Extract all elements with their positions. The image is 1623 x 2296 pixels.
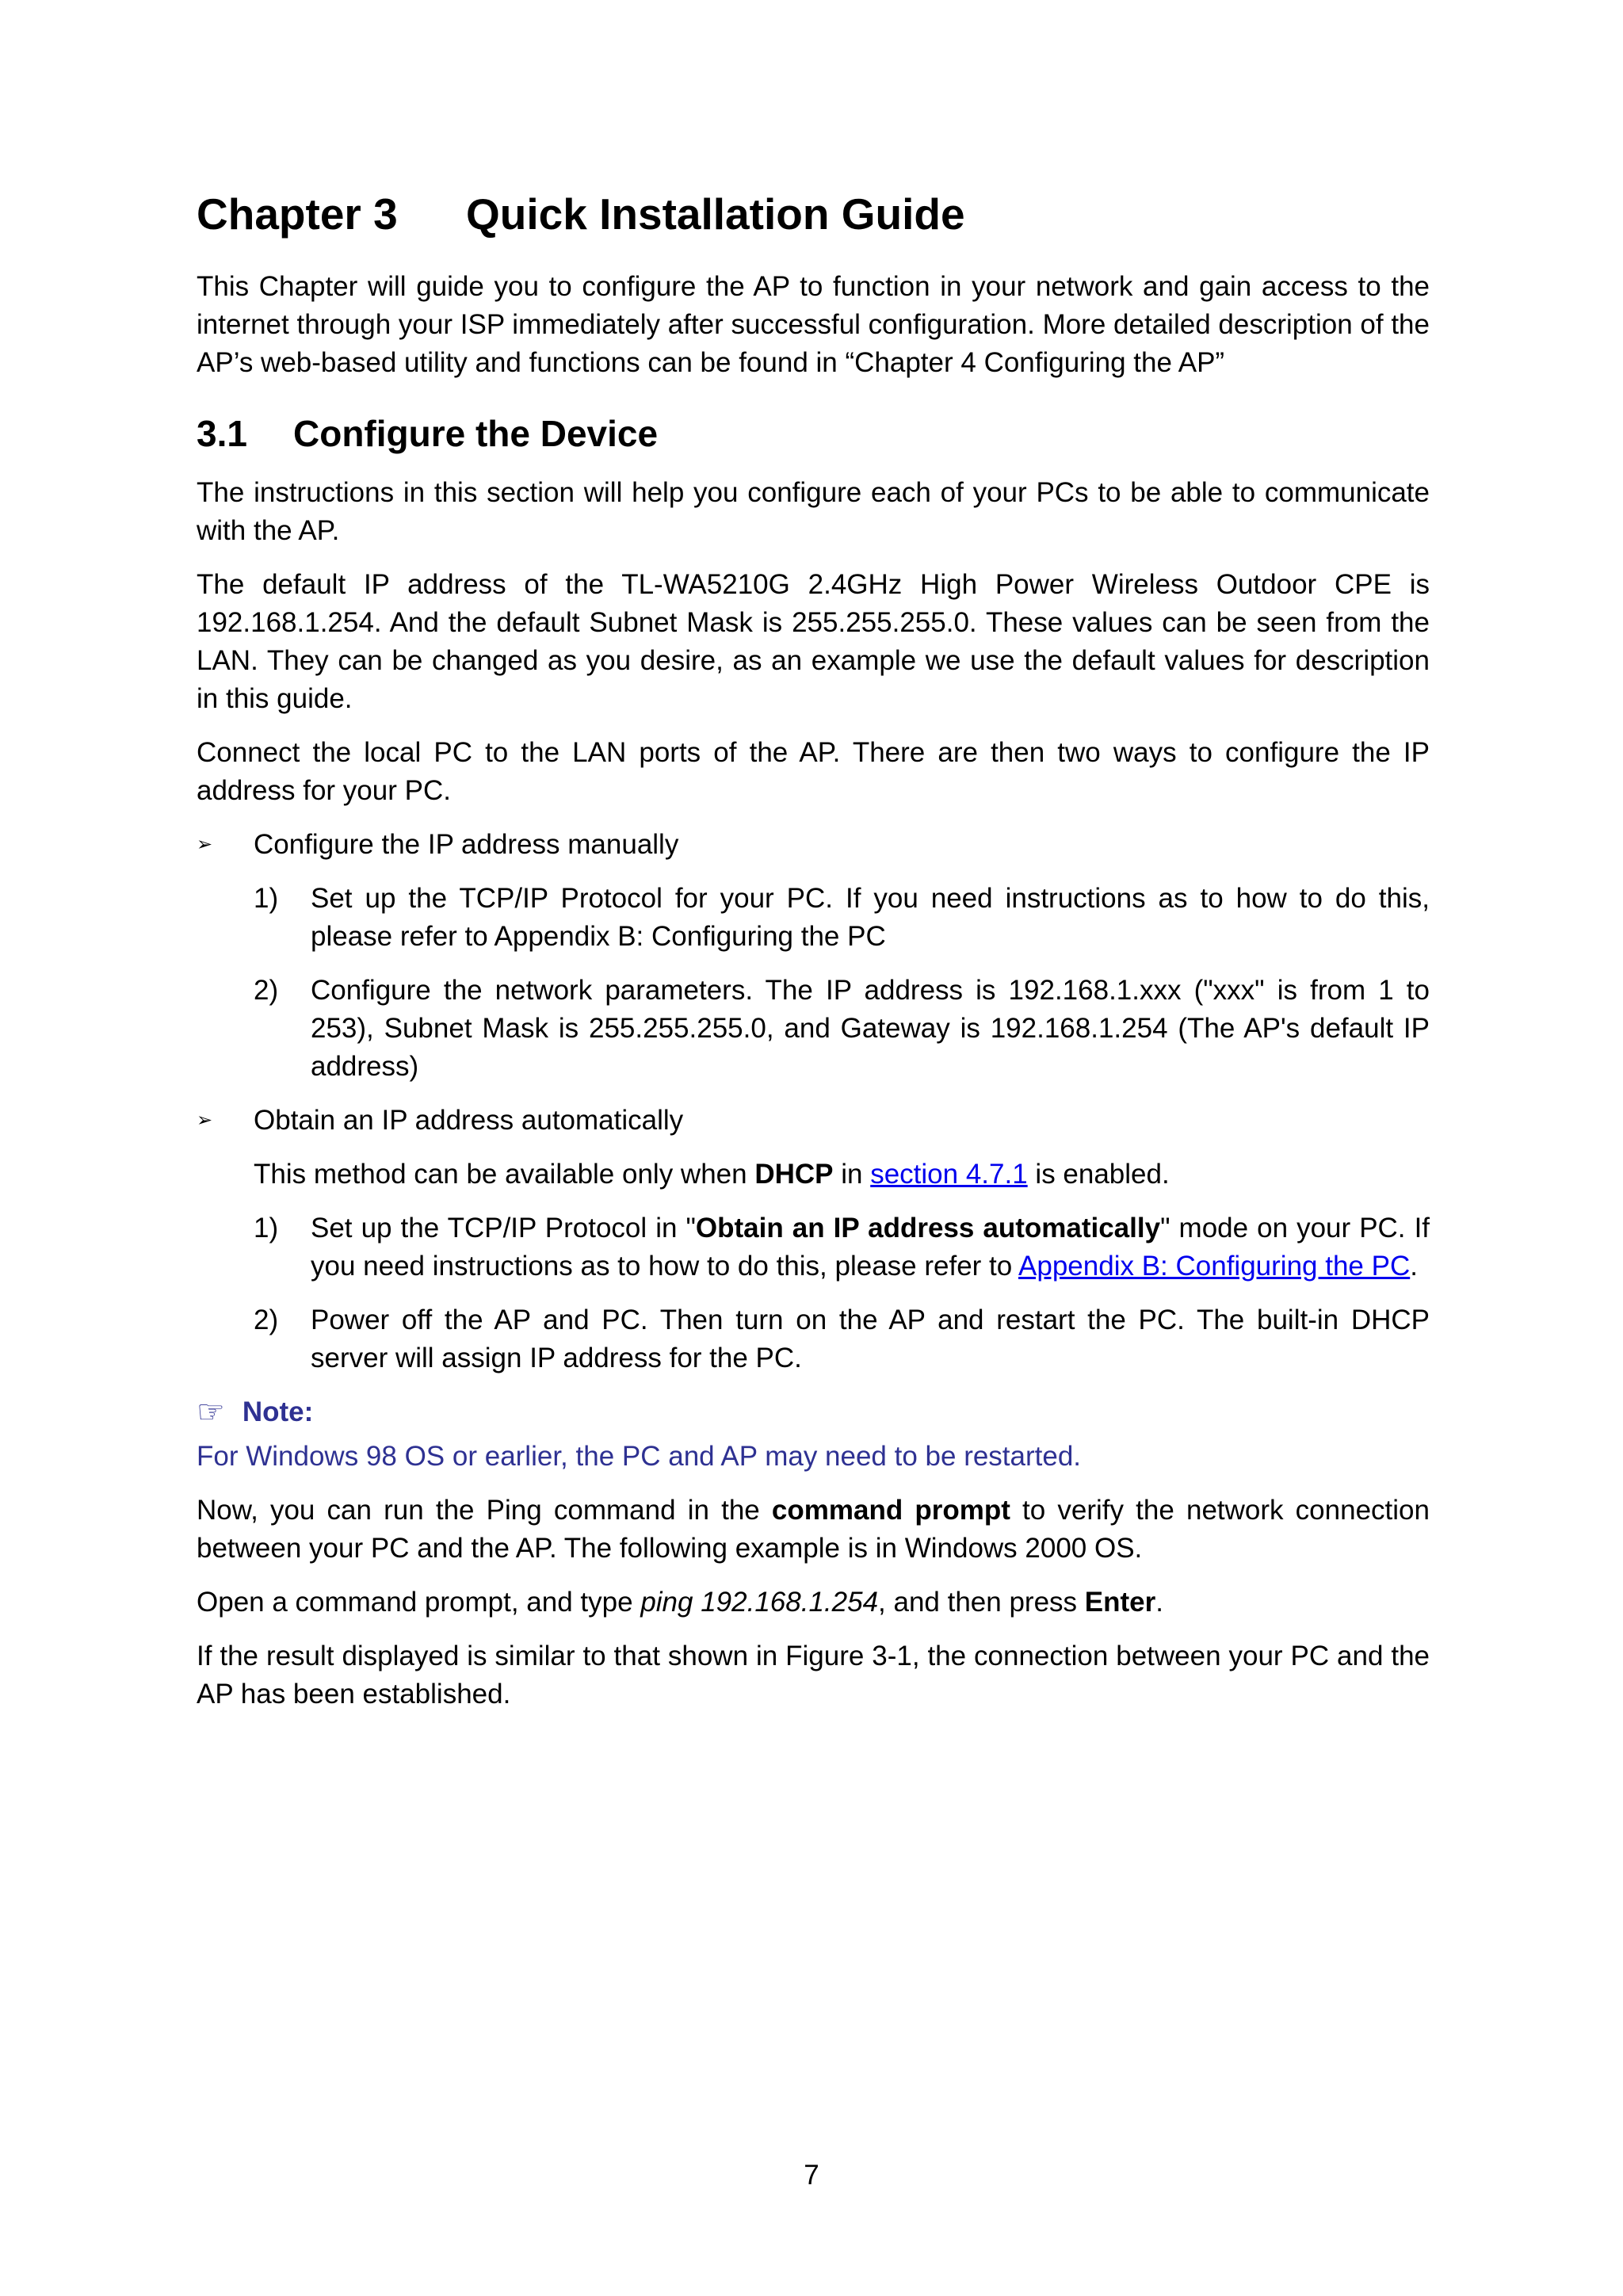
text-run: . bbox=[1410, 1251, 1418, 1282]
ping-paragraph bbox=[197, 1492, 1430, 1568]
enter-bold: Enter bbox=[1084, 1587, 1156, 1618]
section-4-7-1-link[interactable]: section 4.7.1 bbox=[870, 1159, 1028, 1190]
paragraph-instructions: The instructions in this section will help you configure each of your PCs to be able to communicate with the AP. bbox=[197, 477, 1430, 546]
dhcp-bold: DHCP bbox=[754, 1159, 834, 1190]
bullet-manual-label: Configure the IP address manually bbox=[254, 829, 679, 860]
ping-command-italic: ping 192.168.1.254 bbox=[640, 1587, 879, 1618]
manual-step-1 bbox=[197, 880, 1430, 956]
bullet-manual bbox=[197, 826, 1430, 864]
text-run: This method can be available only when bbox=[254, 1159, 755, 1190]
text-run: Now, you can run the Ping command in the bbox=[197, 1495, 772, 1526]
auto-method-line bbox=[197, 1156, 1430, 1194]
result-paragraph: If the result displayed is similar to that shown in Figure 3-1, the connection between your PC and the AP has been established. bbox=[197, 1641, 1430, 1710]
text-run: to verify the network connection between your PC and the AP. The following example is in Windows 2000 OS. bbox=[197, 1495, 1430, 1564]
paragraph-connect: Connect the local PC to the LAN ports of the AP. There are then two ways to configure the IP address for your PC. bbox=[197, 737, 1430, 806]
text-run: " mode on your PC. If you need instructions as to how to do this, please refer to bbox=[311, 1213, 1430, 1282]
paragraph-default-ip: The default IP address of the TL-WA5210G 2.4GHz High Power Wireless Outdoor CPE is 192.168.1.254. And the default Subnet Mask is 255.255.255.0. These values can be seen from the LAN. They can be changed as you desire, as an example we use the default values for description in this guide. bbox=[197, 569, 1430, 714]
pointing-hand-icon: ☞ bbox=[197, 1395, 225, 1430]
note-text: For Windows 98 OS or earlier, the PC and AP may need to be restarted. bbox=[197, 1441, 1082, 1472]
appendix-b-link[interactable]: Appendix B: Configuring the PC bbox=[1018, 1251, 1411, 1282]
text-run: in bbox=[833, 1159, 871, 1190]
manual-step-2 bbox=[197, 972, 1430, 1086]
bullet-auto bbox=[197, 1102, 1430, 1140]
step-number: 2) bbox=[254, 975, 279, 1006]
obtain-ip-bold: Obtain an IP address automatically bbox=[695, 1213, 1161, 1244]
section-number: 3.1 bbox=[197, 413, 247, 454]
section-title bbox=[197, 406, 1430, 461]
note-label: Note: bbox=[242, 1396, 314, 1427]
section-heading: Configure the Device bbox=[293, 413, 659, 454]
step-number: 2) bbox=[254, 1305, 279, 1335]
step-text: Set up the TCP/IP Protocol for your PC. If you need instructions as to how to do this, please refer to Appendix B: Configuring the PC bbox=[311, 883, 1430, 952]
intro-paragraph: This Chapter will guide you to configure the AP to function in your network and gain access to the internet through your ISP immediately after successful configuration. More detailed description of the AP’s web-based utility and functions can be found in “Chapter 4 Configuring the AP” bbox=[197, 271, 1430, 378]
bullet-arrow-icon: ➢ bbox=[197, 1110, 213, 1131]
step-number: 1) bbox=[254, 883, 279, 914]
auto-step-2 bbox=[197, 1301, 1430, 1377]
command-prompt-bold: command prompt bbox=[771, 1495, 1010, 1526]
open-prompt-paragraph bbox=[197, 1584, 1430, 1622]
chapter-number: Chapter 3 bbox=[197, 189, 398, 239]
note-heading bbox=[197, 1393, 1430, 1431]
text-run: Set up the TCP/IP Protocol in " bbox=[311, 1213, 696, 1244]
text-run: , and then press bbox=[878, 1587, 1085, 1618]
step-number: 1) bbox=[254, 1213, 279, 1244]
document-page bbox=[197, 182, 1430, 1729]
auto-step-1 bbox=[197, 1209, 1430, 1286]
text-run: . bbox=[1155, 1587, 1163, 1618]
step-text: Power off the AP and PC. Then turn on the AP and restart the PC. The built-in DHCP server will assign IP address for the PC. bbox=[311, 1305, 1430, 1373]
bullet-arrow-icon: ➢ bbox=[197, 834, 213, 855]
bullet-auto-label: Obtain an IP address automatically bbox=[254, 1105, 684, 1136]
text-run: is enabled. bbox=[1027, 1159, 1170, 1190]
step-text: Configure the network parameters. The IP address is 192.168.1.xxx ("xxx" is from 1 to 253), Subnet Mask is 255.255.255.0, and Gateway is 192.168.1.254 (The AP's default IP address) bbox=[311, 975, 1430, 1082]
page-number: 7 bbox=[804, 2160, 819, 2191]
chapter-heading: Quick Installation Guide bbox=[466, 189, 965, 239]
text-run: Open a command prompt, and type bbox=[197, 1587, 641, 1618]
chapter-title bbox=[197, 182, 1430, 246]
